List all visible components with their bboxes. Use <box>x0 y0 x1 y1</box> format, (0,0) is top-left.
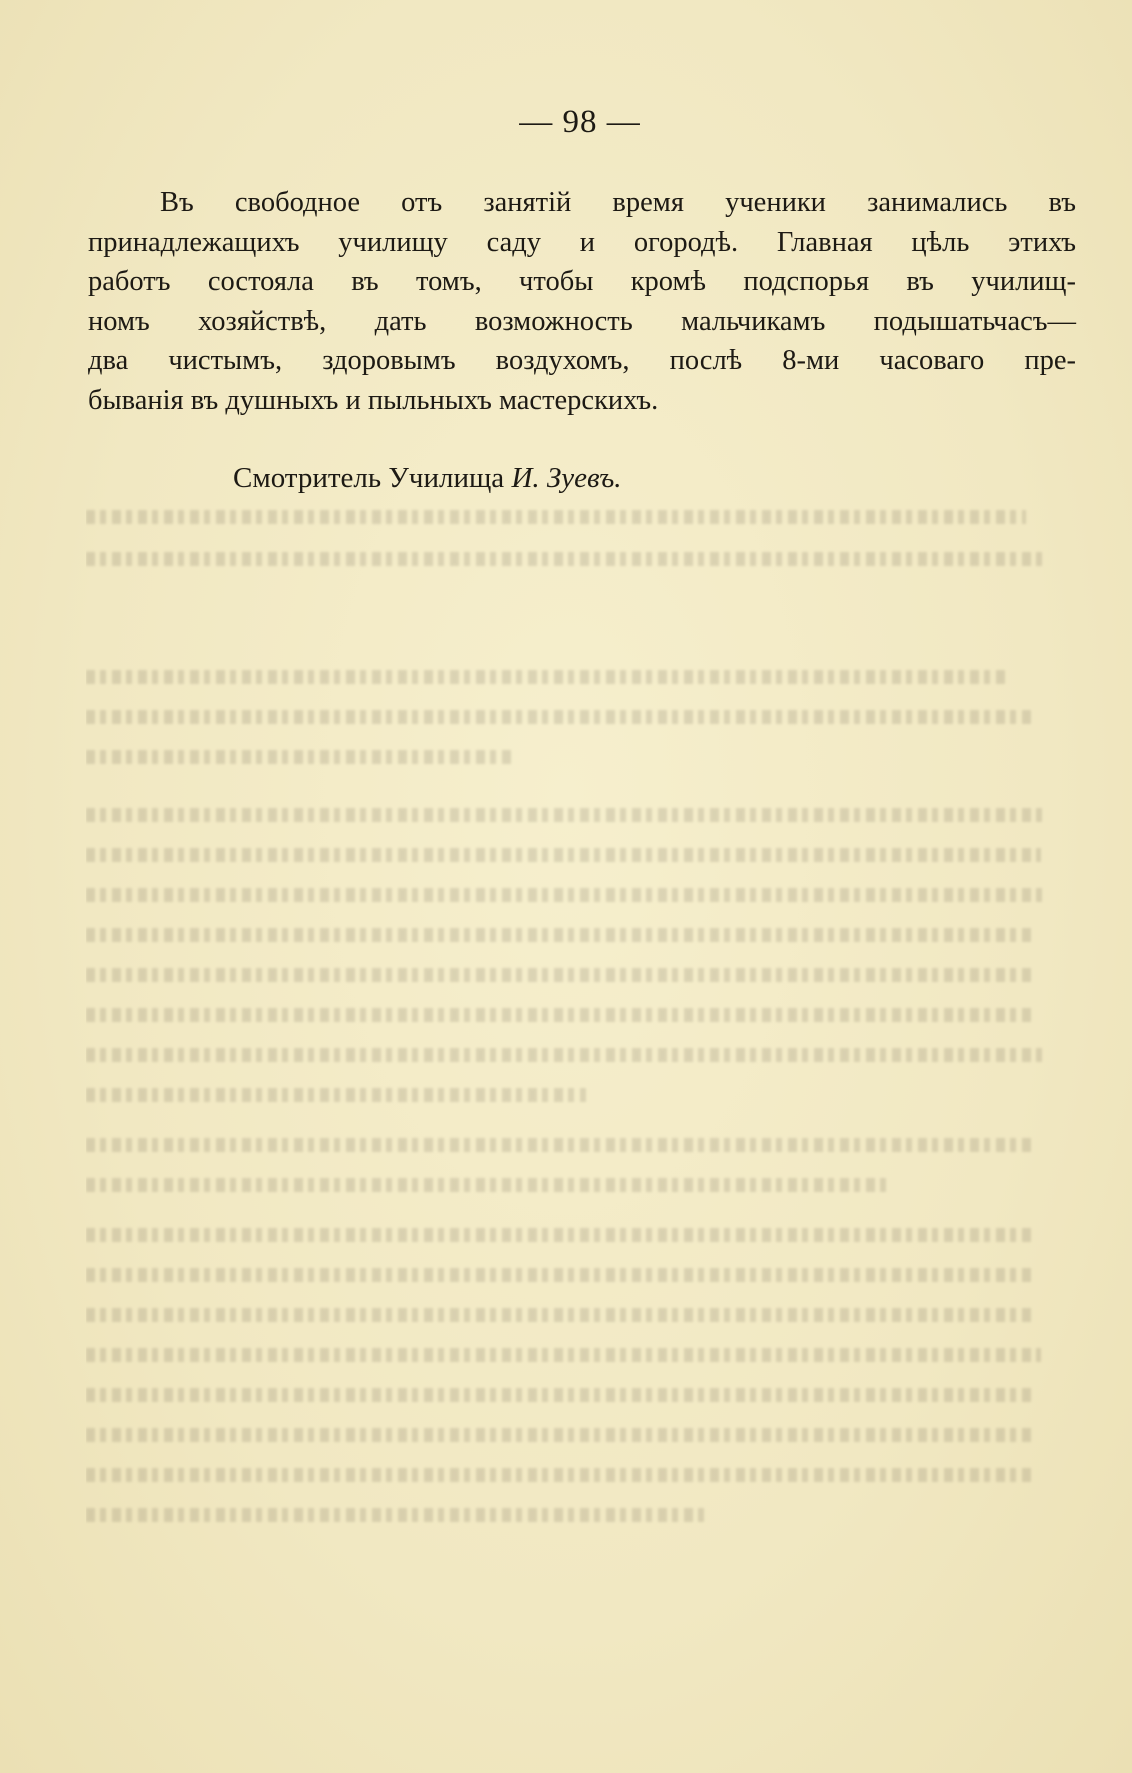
paragraph-line: быванія въ душныхъ и пыльныхъ мастерскихъ. <box>88 384 659 416</box>
signature-name: И. Зуевъ. <box>511 462 622 494</box>
paragraph-line: принадлежащихъ училищу саду и огородѣ. Главная цѣль этихъ <box>88 226 1076 258</box>
paragraph-line: работъ состояла въ томъ, чтобы кромѣ подспорья въ училищ- <box>88 266 1076 297</box>
reverse-side-bleed-through <box>86 470 1056 1590</box>
page-number: — 98 — <box>519 104 641 140</box>
signature-label: Смотритель Училища <box>233 462 505 494</box>
paragraph-line: Въ свободное отъ занятій время ученики занимались въ <box>160 187 1076 218</box>
paragraph <box>88 183 1076 420</box>
signature <box>233 462 622 495</box>
paragraph-line: два чистымъ, здоровымъ воздухомъ, послѣ 8-ми часоваго пре- <box>88 345 1076 376</box>
paragraph-line: номъ хозяйствѣ, дать возможность мальчикамъ подышатьчасъ— <box>88 305 1076 337</box>
